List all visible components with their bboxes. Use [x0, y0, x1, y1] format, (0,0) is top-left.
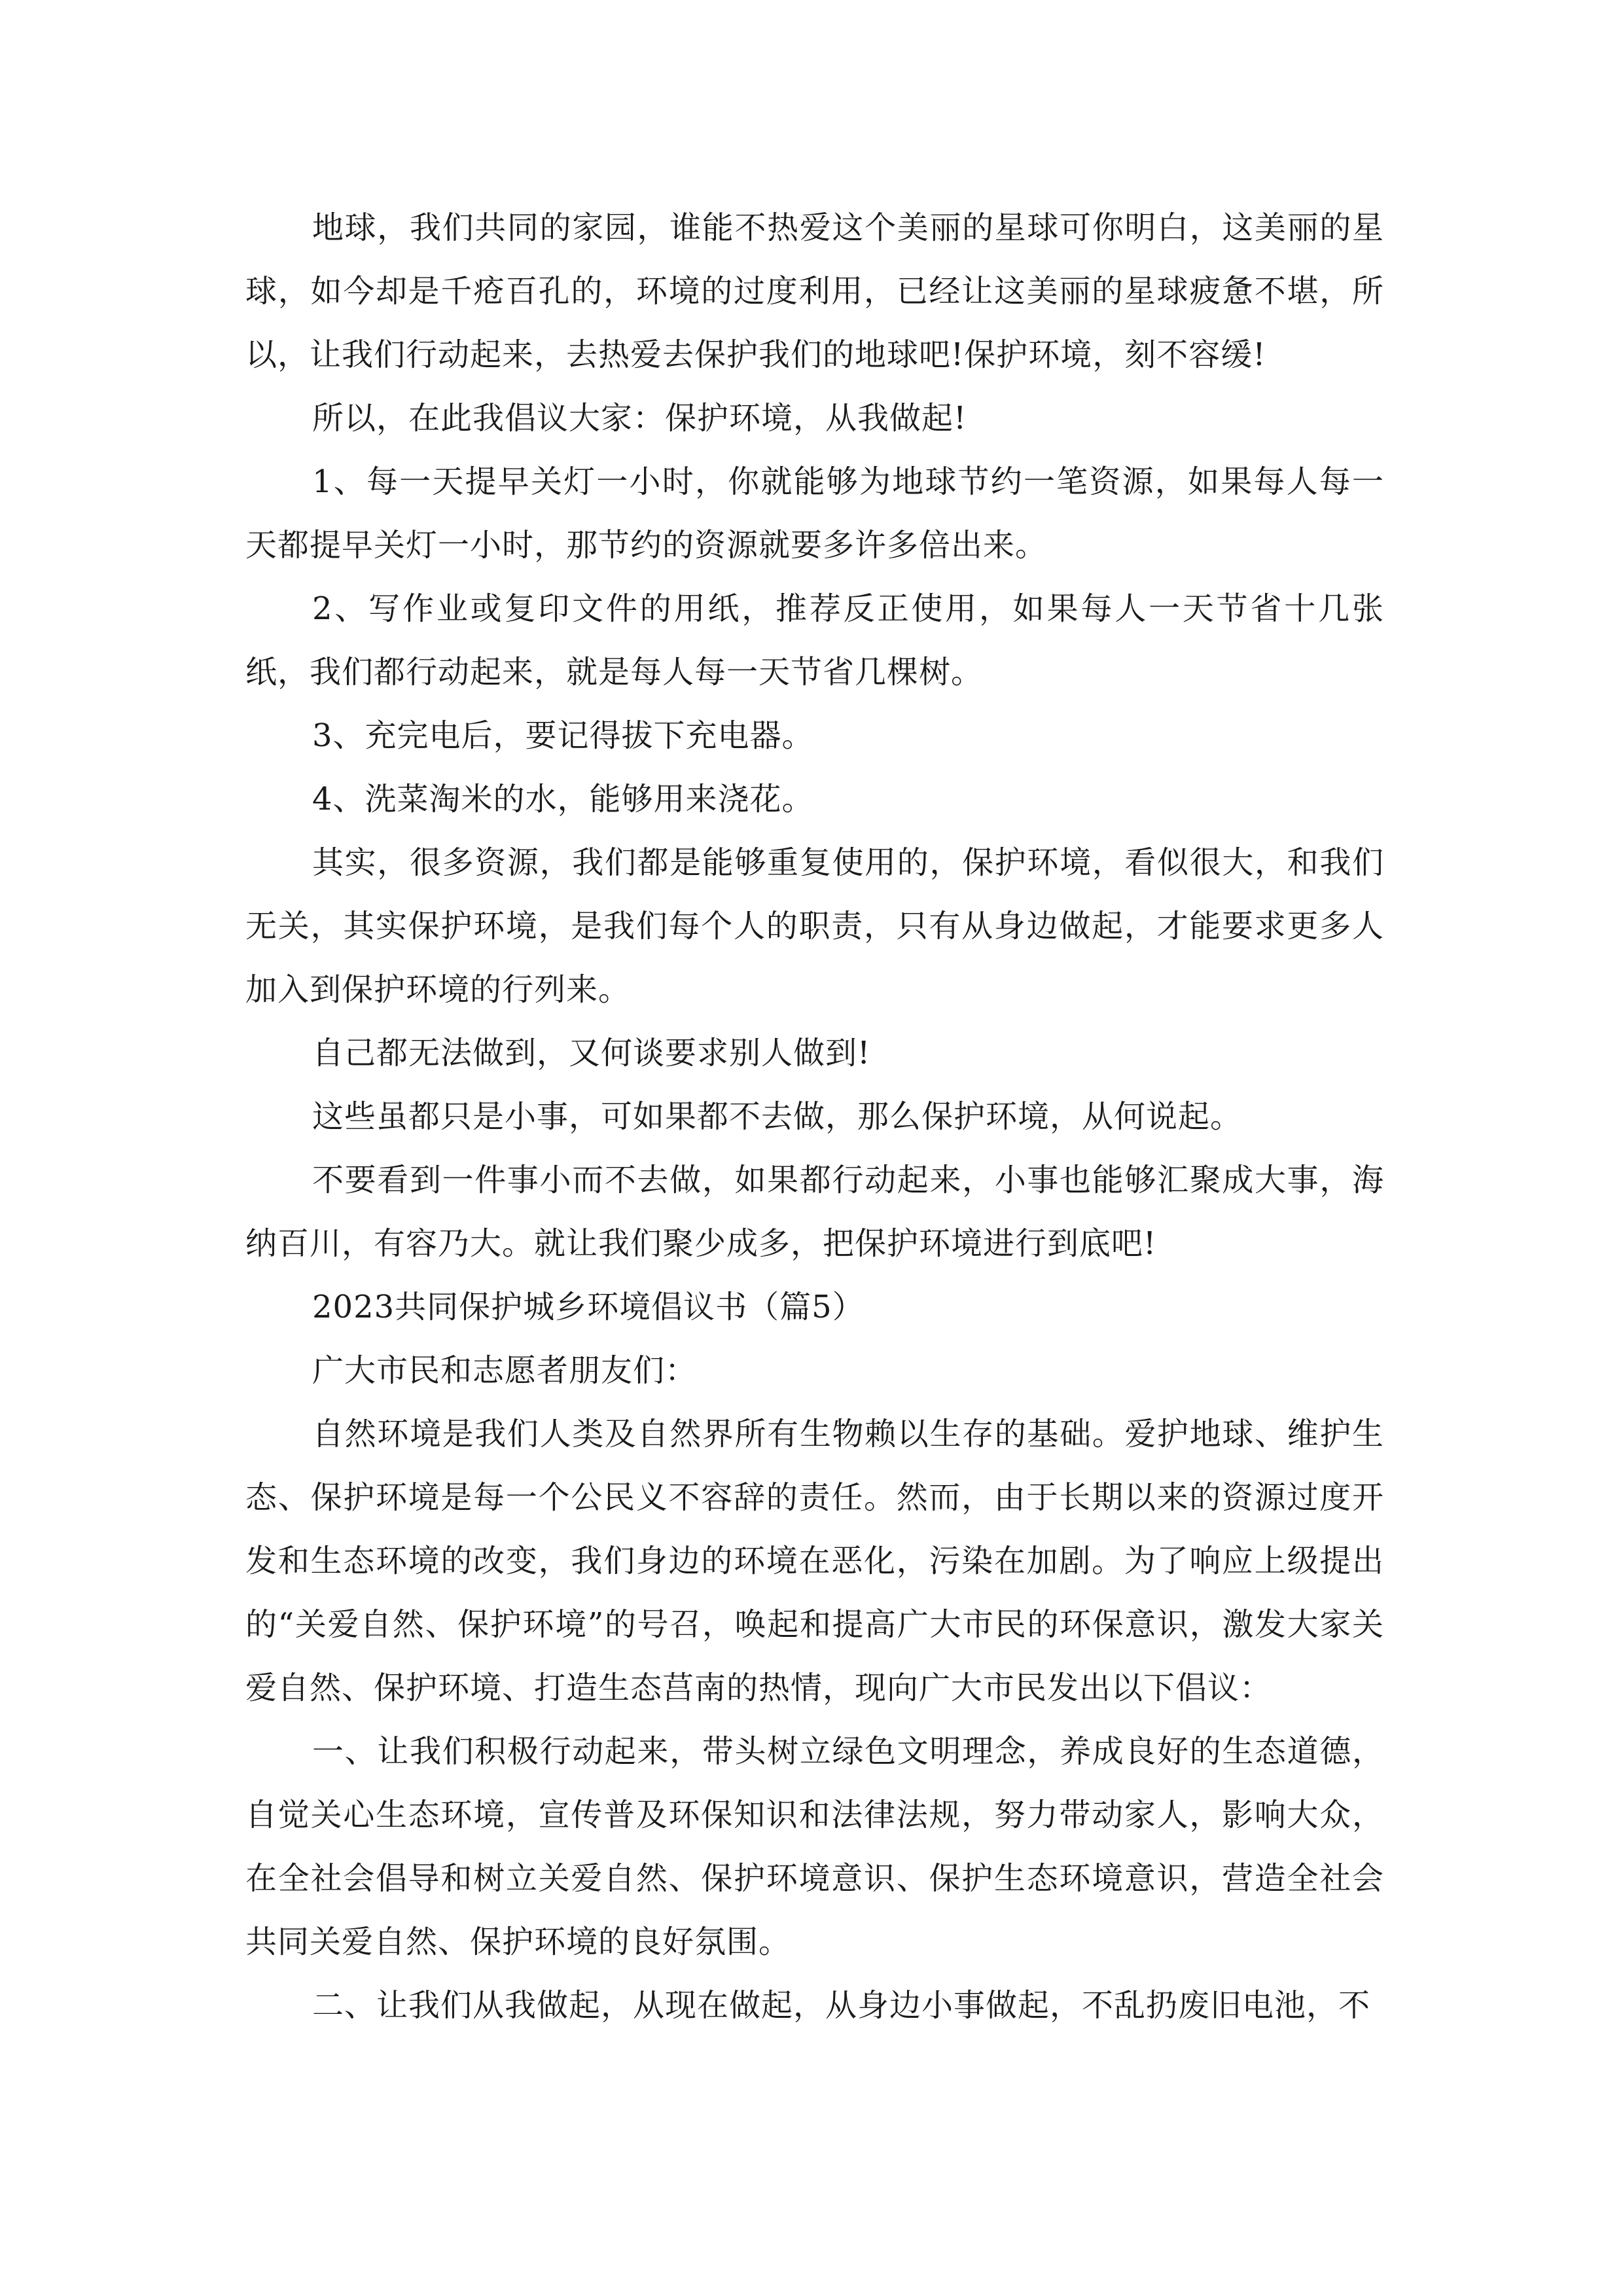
paragraph-conclusion: 不要看到一件事小而不去做，如果都行动起来，小事也能够汇聚成大事，海纳百川，有容乃大。就让我们聚少成多，把保护环境进行到底吧! — [245, 1162, 1384, 1262]
paragraph-reuse-resources: 其实，很多资源，我们都是能够重复使用的，保护环境，看似很大，和我们无关，其实保护环境，是我们每个人的职责，只有从身边做起，才能要求更多人加入到保护环境的行列来。 — [245, 844, 1384, 1008]
paragraph-call-to-action: 所以，在此我倡议大家：保护环境，从我做起! — [312, 400, 967, 437]
paragraph-nature-basis: 自然环境是我们人类及自然界所有生物赖以生存的基础。爱护地球、维护生态、保护环境是每一个公民义不容辞的责任。然而，由于长期以来的资源过度开发和生态环境的改变，我们身边的环境在恶化，污染在加剧。为了响应上级提出的“关爱自然、保护环境”的号召，唤起和提高广大市民的环保意识，激发大家关爱自然、保护环境、打造生态莒南的热情，现向广大市民发出以下倡议： — [245, 1416, 1384, 1706]
paragraph-earth-intro: 地球，我们共同的家园，谁能不热爱这个美丽的星球可你明白，这美丽的星球，如今却是千疮百孔的，环境的过度利用，已经让这美丽的星球疲惫不堪，所以，让我们行动起来，去热爱去保护我们的地球吧!保护环境，刻不容缓! — [245, 209, 1384, 373]
paragraph-small-things: 这些虽都只是小事，可如果都不去做，那么保护环境，从何说起。 — [312, 1098, 1243, 1135]
paragraph-proposal-2: 二、让我们从我做起，从现在做起，从身边小事做起，不乱扔废旧电池，不 — [312, 1987, 1371, 2024]
section-title: 2023共同保护城乡环境倡议书（篇5） — [312, 1289, 865, 1325]
paragraph-item-1: 1、每一天提早关灯一小时，你就能够为地球节约一笔资源，如果每人每一天都提早关灯一小时，那节约的资源就要多许多倍出来。 — [245, 463, 1384, 564]
document-body — [245, 196, 1384, 2037]
paragraph-item-3: 3、充完电后，要记得拔下充电器。 — [312, 717, 814, 754]
paragraph-item-4: 4、洗菜淘米的水，能够用来浇花。 — [312, 781, 814, 817]
paragraph-self-first: 自己都无法做到，又何谈要求别人做到! — [312, 1035, 871, 1071]
paragraph-proposal-1: 一、让我们积极行动起来，带头树立绿色文明理念，养成良好的生态道德，自觉关心生态环境，宣传普及环保知识和法律法规，努力带动家人，影响大众，在全社会倡导和树立关爱自然、保护环境意识、保护生态环境意识，营造全社会共同关爱自然、保护环境的良好氛围。 — [245, 1733, 1384, 1960]
salutation: 广大市民和志愿者朋友们： — [312, 1352, 698, 1389]
paragraph-item-2: 2、写作业或复印文件的用纸，推荐反正使用，如果每人一天节省十几张纸，我们都行动起来，就是每人每一天节省几棵树。 — [245, 590, 1384, 691]
